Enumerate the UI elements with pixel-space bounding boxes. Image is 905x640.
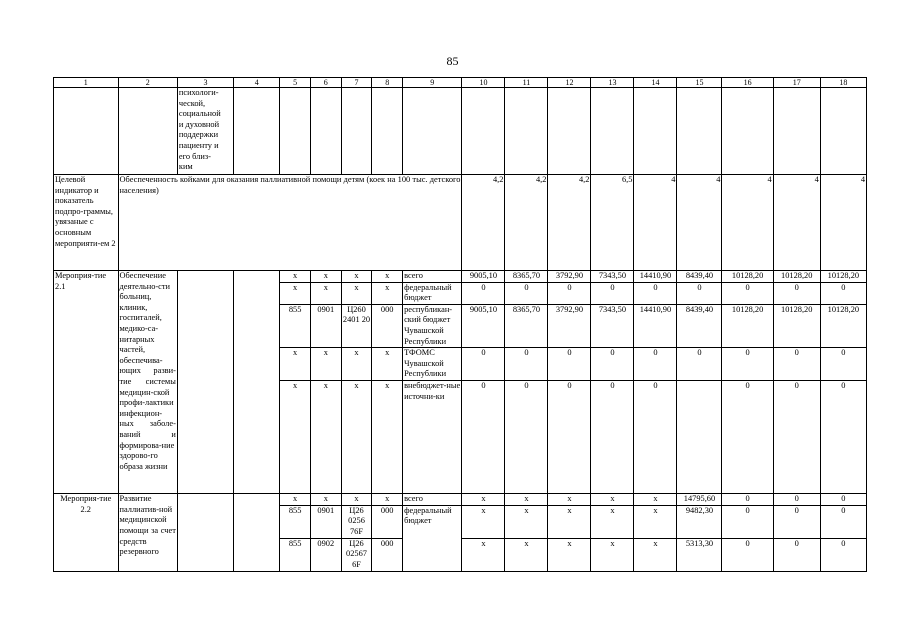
cell: 9005,10 [462, 271, 505, 283]
cell: 855 [280, 505, 311, 538]
cell: 0 [820, 381, 866, 494]
column-number-row [54, 78, 867, 88]
cell: 0 [548, 348, 591, 381]
col-header: 12 [548, 78, 591, 88]
cell: 0 [591, 282, 634, 304]
cell: 0 [548, 282, 591, 304]
cell: х [280, 381, 311, 494]
measure-2-1-desc: Обеспечение деятельно-сти больниц, клиник, госпиталей, медико-са-нитарных частей, обеспечива-ющих разви-тие системы медицин-ской профи-лактики инфекцион-ных заболе-ваний и формирова-ние здорово-го образа жизни [118, 271, 177, 494]
cell: х [634, 505, 677, 538]
funding-source: федеральный бюджет [403, 505, 462, 571]
indicator-value: 4,2 [462, 175, 505, 271]
cell: 0 [677, 282, 722, 304]
col-header: 6 [310, 78, 341, 88]
cell: 14410,90 [634, 271, 677, 283]
cell: 0 [462, 348, 505, 381]
cell: 0 [677, 348, 722, 381]
cell: 0 [634, 282, 677, 304]
cell: Ц26 02567 6F [341, 538, 372, 571]
indicator-value: 4 [820, 175, 866, 271]
cell: х [372, 282, 403, 304]
cell: х [341, 271, 372, 283]
cell: 8365,70 [505, 271, 548, 283]
cell: х [372, 381, 403, 494]
cell: х [634, 538, 677, 571]
cell: 0 [505, 381, 548, 494]
cell: 9482,30 [677, 505, 722, 538]
col-header: 8 [372, 78, 403, 88]
cell: Ц260 2401 20 [341, 304, 372, 347]
cell: 10128,20 [722, 271, 773, 283]
cell: 0 [773, 494, 820, 506]
col-header: 13 [591, 78, 634, 88]
cell: 9005,10 [462, 304, 505, 347]
indicator-label: Целевой индикатор и показатель подпро-граммы, увязаные с основным мероприяти-ем 2 [54, 175, 119, 271]
cell: 8439,40 [677, 304, 722, 347]
table-row [54, 494, 867, 506]
cell: 8365,70 [505, 304, 548, 347]
cell: 0 [722, 381, 773, 494]
cell: х [341, 348, 372, 381]
cell: 0 [722, 282, 773, 304]
cell: х [310, 271, 341, 283]
cell: 855 [280, 538, 311, 571]
cell: 3792,90 [548, 271, 591, 283]
cell: х [548, 494, 591, 506]
cell: х [280, 348, 311, 381]
col-header: 5 [280, 78, 311, 88]
cell: 0 [820, 538, 866, 571]
cell: 0 [505, 348, 548, 381]
cell: 0 [820, 494, 866, 506]
indicator-value: 4 [677, 175, 722, 271]
col-header: 16 [722, 78, 773, 88]
measure-2-2-desc: Развитие паллиатив-ной медицинской помощи за счет средств резервного [118, 494, 177, 571]
cell: Ц26 0256 76F [341, 505, 372, 538]
funding-source: ТФОМС Чувашской Республики [403, 348, 462, 381]
cell: 0 [773, 381, 820, 494]
cell: 0 [820, 348, 866, 381]
cell: 0 [591, 381, 634, 494]
continuation-text: психологи- ческой, социальной и духовной поддержки пациенту и его близ- ким [177, 88, 233, 175]
cell: х [462, 494, 505, 506]
cell: 0 [820, 505, 866, 538]
col-header: 15 [677, 78, 722, 88]
cell: 0 [722, 494, 773, 506]
cell: 0902 [310, 538, 341, 571]
budget-table [53, 77, 867, 572]
cell: 0 [773, 282, 820, 304]
col-header: 10 [462, 78, 505, 88]
indicator-value: 4 [773, 175, 820, 271]
cell: 5313,30 [677, 538, 722, 571]
cell: 3792,90 [548, 304, 591, 347]
cell: 7343,50 [591, 304, 634, 347]
col-header: 11 [505, 78, 548, 88]
cell: 14795,60 [677, 494, 722, 506]
cell: 0 [462, 282, 505, 304]
col-header: 2 [118, 78, 177, 88]
indicator-text: Обеспеченность койками для оказания паллиативной помощи детям (коек на 100 тыс. детского населения) [118, 175, 462, 271]
cell: х [280, 282, 311, 304]
col-header: 14 [634, 78, 677, 88]
measure-2-2-label: Мероприя-тие 2.2 [54, 494, 119, 571]
cell: х [591, 505, 634, 538]
indicator-value: 4 [722, 175, 773, 271]
cell: 000 [372, 304, 403, 347]
cell: х [372, 494, 403, 506]
funding-source: всего [403, 494, 462, 506]
cell: 0 [548, 381, 591, 494]
cell: х [280, 494, 311, 506]
indicator-value: 4 [634, 175, 677, 271]
cell: х [341, 381, 372, 494]
cell: х [548, 538, 591, 571]
funding-source: федеральный бюджет [403, 282, 462, 304]
cell: 0 [462, 381, 505, 494]
cell: х [505, 538, 548, 571]
indicator-value: 4,2 [505, 175, 548, 271]
cell: х [372, 271, 403, 283]
cell: х [591, 538, 634, 571]
indicator-value: 6,5 [591, 175, 634, 271]
indicator-value: 4,2 [548, 175, 591, 271]
col-header: 3 [177, 78, 233, 88]
cell: х [310, 282, 341, 304]
cell: х [548, 505, 591, 538]
cell: 0 [505, 282, 548, 304]
cell: х [310, 348, 341, 381]
cell: 0 [722, 505, 773, 538]
cell: 0 [773, 505, 820, 538]
col-header: 7 [341, 78, 372, 88]
cell: х [462, 538, 505, 571]
continuation-row [54, 88, 867, 175]
cell: 7343,50 [591, 271, 634, 283]
cell: 0 [722, 348, 773, 381]
cell: 855 [280, 304, 311, 347]
cell: х [341, 494, 372, 506]
cell: х [462, 505, 505, 538]
cell: 0901 [310, 505, 341, 538]
col-header: 18 [820, 78, 866, 88]
cell: 10128,20 [722, 304, 773, 347]
col-header: 9 [403, 78, 462, 88]
table-row [54, 271, 867, 283]
cell: 0 [773, 538, 820, 571]
page-number: 85 [446, 54, 459, 68]
cell: 0 [722, 538, 773, 571]
cell: 0901 [310, 304, 341, 347]
cell: 10128,20 [820, 304, 866, 347]
cell: х [634, 494, 677, 506]
col-header: 17 [773, 78, 820, 88]
cell: х [310, 381, 341, 494]
col-header: 4 [234, 78, 280, 88]
funding-source: всего [403, 271, 462, 283]
cell: 0 [634, 348, 677, 381]
cell: 0 [773, 348, 820, 381]
cell: х [505, 494, 548, 506]
cell: 0 [820, 282, 866, 304]
cell: 000 [372, 538, 403, 571]
cell: 10128,20 [773, 304, 820, 347]
cell: 8439,40 [677, 271, 722, 283]
cell: х [372, 348, 403, 381]
cell: 14410,90 [634, 304, 677, 347]
cell: х [591, 494, 634, 506]
cell: 10128,20 [773, 271, 820, 283]
cell: 0 [591, 348, 634, 381]
cell: х [280, 271, 311, 283]
cell [677, 381, 722, 494]
cell: 10128,20 [820, 271, 866, 283]
indicator-row [54, 175, 867, 271]
col-header: 1 [54, 78, 119, 88]
cell: х [341, 282, 372, 304]
cell: х [505, 505, 548, 538]
funding-source: республикан-ский бюджет Чувашской Республики [403, 304, 462, 347]
funding-source: внебюджет-ные источни-ки [403, 381, 462, 494]
measure-2-1-label: Мероприя-тие 2.1 [54, 271, 119, 494]
cell: 000 [372, 505, 403, 538]
cell: х [310, 494, 341, 506]
cell: 0 [634, 381, 677, 494]
